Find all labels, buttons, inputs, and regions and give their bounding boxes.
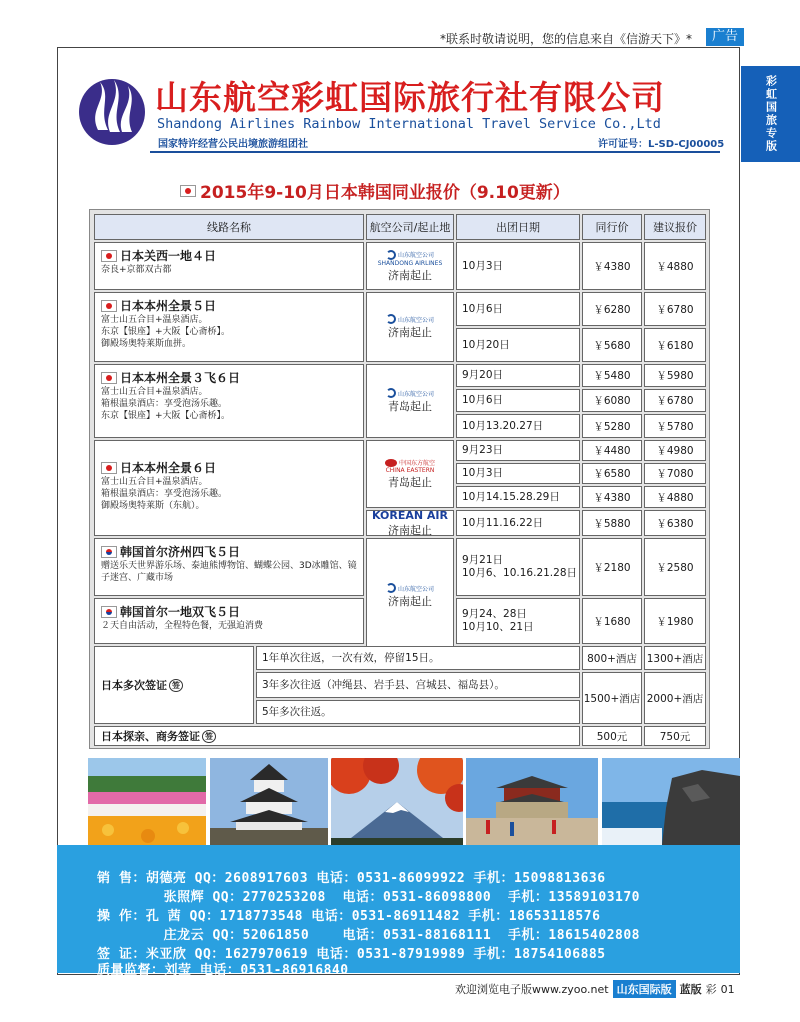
- website-text[interactable]: 欢迎浏览电子版www.zyoo.net: [455, 983, 609, 996]
- peer-price: ￥2180: [582, 538, 642, 596]
- suggested-price: ￥5780: [644, 414, 706, 438]
- korea-flag-icon: [101, 546, 117, 558]
- tour-date: 10月3日: [456, 463, 580, 484]
- peer-price: ￥5680: [582, 328, 642, 362]
- departure-city: 济南起止: [388, 523, 432, 537]
- price-table: [89, 209, 710, 749]
- china-eastern-logo-en: CHINA EASTERN: [385, 467, 435, 474]
- license-number: 许可证号：L-SD-CJ00005: [598, 139, 725, 150]
- peer-price: ￥5880: [582, 510, 642, 536]
- company-subtitle: 国家特许经营公民出境旅游组团社: [158, 139, 308, 150]
- ad-tag: 广告: [706, 28, 744, 46]
- family-visa-label: 日本探亲、商务签证 签: [94, 726, 580, 746]
- korea-flag-icon: [101, 606, 117, 618]
- shandong-airlines-swirl-icon: [386, 314, 396, 324]
- airline-cell: [366, 440, 454, 508]
- bottom-bar: [455, 980, 735, 998]
- route-row: [94, 538, 364, 596]
- route-desc: 富士山五合目+温泉酒店。 箱根温泉酒店：享受泡汤乐趣。 东京【银座】+大阪【心斋桥】。: [101, 387, 231, 421]
- japan-flag-icon: [101, 462, 117, 474]
- tour-date: 9月20日: [456, 364, 580, 387]
- contact-row: 操 作：孔 茜 QQ：1718773548 电话：0531-86911482 手机：18653118576: [97, 909, 601, 924]
- route-name: 韩国首尔一地双飞５日: [120, 605, 241, 619]
- tour-date: 9月21日: [462, 554, 504, 566]
- suggested-price: ￥4880: [644, 242, 706, 290]
- peer-price: 1500+酒店: [582, 672, 642, 724]
- suggested-price: ￥4880: [644, 486, 706, 508]
- departure-city: 济南起止: [388, 595, 432, 608]
- peer-price: 500元: [582, 726, 642, 746]
- suggested-price: 750元: [644, 726, 706, 746]
- visa-option: 3年多次往返（冲绳县、岩手县、宫城县、福岛县）。: [256, 672, 580, 698]
- contact-footer: [57, 845, 740, 978]
- route-desc: 赠送乐天世界游乐场、泰迪熊博物馆、蝴蝶公园、3D冰雕馆、镜子迷宫、广藏市场: [101, 561, 357, 583]
- company-name-en: Shandong Airlines Rainbow International Travel Service Co.,Ltd: [157, 116, 661, 132]
- shandong-airlines-logo: 山东航空公司: [386, 250, 434, 260]
- contact-row: 签 证：米亚欣 QQ：1627970619 电话：0531-87919989 手机：18754106885: [97, 947, 606, 962]
- header-peer-price: 同行价: [582, 214, 642, 240]
- japan-flag-icon: [101, 300, 117, 312]
- side-tab: 彩虹国旅专版: [741, 66, 800, 162]
- tour-date: 9月24、28日: [462, 608, 527, 620]
- route-row: [94, 598, 364, 644]
- visa-option: 5年多次往返。: [256, 700, 580, 724]
- suggested-price: ￥7080: [644, 463, 706, 484]
- airline-cell: [366, 292, 454, 362]
- blue-edition-label: 蓝版: [679, 983, 702, 996]
- mount-fuji-photo: [331, 758, 463, 845]
- title-text: 2015年9-10月日本韩国同业报价（9.10更新）: [200, 183, 570, 203]
- suggested-price: ￥4980: [644, 440, 706, 461]
- peer-price: ￥4480: [582, 440, 642, 461]
- route-name: 日本本州全景３飞６日: [120, 371, 241, 385]
- header-divider: [150, 151, 720, 153]
- suggested-price: 2000+酒店: [644, 672, 706, 724]
- tour-date: 10月11.16.22日: [456, 510, 580, 536]
- peer-price: ￥5280: [582, 414, 642, 438]
- shandong-airlines-swirl-icon: [386, 583, 396, 593]
- korean-air-logo: KOREAN AIR: [372, 508, 448, 522]
- tour-date: 10月10、21日: [462, 621, 534, 633]
- route-name: 日本关西一地４日: [120, 249, 217, 263]
- edition-label: 山东国际版: [613, 980, 676, 998]
- peer-price: ￥4380: [582, 486, 642, 508]
- visa-badge-icon: 签: [202, 730, 216, 743]
- peer-price: 800+酒店: [582, 646, 642, 670]
- color-label: 彩: [705, 983, 717, 996]
- tour-date: 9月23日: [456, 440, 580, 461]
- peer-price: ￥6280: [582, 292, 642, 326]
- airline-cell: [366, 364, 454, 438]
- visa-option: 1年单次往返，一次有效，停留15日。: [256, 646, 580, 670]
- header-date: 出团日期: [456, 214, 580, 240]
- company-logo: [78, 70, 146, 148]
- japan-flag-icon: [180, 185, 196, 197]
- shandong-airlines-logo: 山东航空公司: [386, 583, 434, 593]
- page-number: 01: [720, 982, 735, 996]
- tour-date: 10月6日: [456, 292, 580, 326]
- route-name: 日本本州全景６日: [120, 461, 217, 475]
- china-eastern-swallow-icon: [385, 459, 397, 467]
- tour-date: 10月20日: [456, 328, 580, 362]
- tour-date: 10月13.20.27日: [456, 414, 580, 438]
- route-row: [94, 364, 364, 438]
- header-airline: 航空公司/起止地: [366, 214, 454, 240]
- shandong-airlines-logo: 山东航空公司: [386, 388, 434, 398]
- route-row: [94, 440, 364, 536]
- peer-price: ￥1680: [582, 598, 642, 644]
- suggested-price: ￥5980: [644, 364, 706, 387]
- departure-city: 济南起止: [388, 268, 432, 282]
- airline-cell: [366, 538, 454, 654]
- page-title: [180, 178, 570, 203]
- suggested-price: ￥6780: [644, 389, 706, 412]
- peer-price: ￥4380: [582, 242, 642, 290]
- jeju-coast-photo: [602, 758, 740, 845]
- tour-date-group: [456, 598, 580, 644]
- china-eastern-logo: 中国东方航空: [385, 458, 435, 467]
- gyeongbokgung-photo: [466, 758, 598, 845]
- departure-city: 济南起止: [388, 326, 432, 339]
- company-name-cn: 山东航空彩虹国际旅行社有限公司: [155, 78, 665, 117]
- shandong-airlines-logo: 山东航空公司: [386, 314, 434, 324]
- source-notice: *联系时敬请说明，您的信息来自《信游天下》*: [440, 32, 693, 46]
- departure-city: 青岛起止: [388, 400, 432, 413]
- route-desc: 富士山五合目+温泉酒店。 箱根温泉酒店：享受泡汤乐趣。 御殿场奥特莱斯（东航）。: [101, 477, 228, 511]
- suggested-price: ￥1980: [644, 598, 706, 644]
- route-row: [94, 242, 364, 290]
- shandong-airlines-swirl-icon: [386, 250, 396, 260]
- header-route: 线路名称: [94, 214, 364, 240]
- contact-row: 张照辉 QQ：2770253208 电话：0531-86098800 手机：13589103170: [97, 890, 641, 905]
- airline-cell: [366, 242, 454, 290]
- visa-label: 日本多次签证 签: [94, 646, 254, 724]
- contact-row: 质量监督：刘莹 电话：0531-86916840: [97, 963, 349, 978]
- suggested-price: ￥6180: [644, 328, 706, 362]
- shandong-airlines-logo-en: SHANDONG AIRLINES: [377, 259, 443, 267]
- peer-price: ￥6080: [582, 389, 642, 412]
- tour-date-group: [456, 538, 580, 596]
- airline-cell: [366, 510, 454, 536]
- contact-row: 销 售：胡德亮 QQ：2608917603 电话：0531-86099922 手机：15098813636: [97, 871, 606, 886]
- route-desc: 奈良+京都双古都: [101, 265, 172, 275]
- shandong-airlines-swirl-icon: [386, 388, 396, 398]
- suggested-price: ￥6380: [644, 510, 706, 536]
- route-desc: ２天自由活动，全程特色餐，无强迫消费: [101, 621, 264, 631]
- route-desc: 富士山五合目+温泉酒店。 东京【银座】+大阪【心斋桥】。 御殿场奥特莱斯血拼。: [101, 315, 231, 349]
- departure-city: 青岛起止: [388, 476, 432, 489]
- tour-date: 10月3日: [456, 242, 580, 290]
- japan-flag-icon: [101, 372, 117, 384]
- suggested-price: 1300+酒店: [644, 646, 706, 670]
- peer-price: ￥6580: [582, 463, 642, 484]
- japan-flag-icon: [101, 250, 117, 262]
- peer-price: ￥5480: [582, 364, 642, 387]
- route-name: 日本本州全景５日: [120, 299, 217, 313]
- header-suggested-price: 建议报价: [644, 214, 706, 240]
- tour-date: 10月6、10.16.21.28日: [462, 567, 577, 579]
- contact-row: 庄龙云 QQ：52061850 电话：0531-88168111 手机：18615402808: [97, 928, 641, 943]
- route-name: 韩国首尔济州四飞５日: [120, 545, 241, 559]
- tour-date: 10月6日: [456, 389, 580, 412]
- tour-date: 10月14.15.28.29日: [456, 486, 580, 508]
- suggested-price: ￥6780: [644, 292, 706, 326]
- flower-field-photo: [88, 758, 206, 845]
- visa-badge-icon: 签: [169, 679, 183, 692]
- suggested-price: ￥2580: [644, 538, 706, 596]
- japanese-castle-photo: [210, 758, 328, 845]
- route-row: [94, 292, 364, 362]
